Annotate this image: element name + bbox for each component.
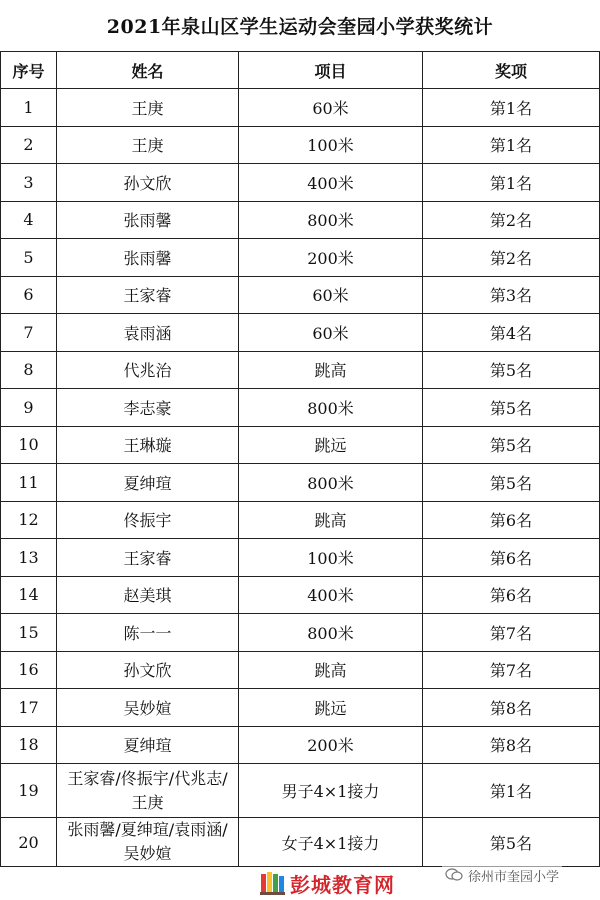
cell-name: 孙文欣 [57,164,239,202]
cell-item: 800米 [239,201,423,239]
table-row [1,464,600,502]
cell-name: 佟振宇 [57,501,239,539]
cell-item: 跳高 [239,351,423,389]
table-row [1,689,600,727]
site-watermark-text: 彭城教育网 [290,872,395,897]
cell-item: 60米 [239,276,423,314]
table-row [1,201,600,239]
cell-name: 李志豪 [57,389,239,427]
cell-no: 9 [1,389,57,427]
cell-name: 夏绅瑄 [57,464,239,502]
book-logo-icon [258,870,286,896]
cell-item: 100米 [239,126,423,164]
cell-prize: 第2名 [423,239,600,277]
table-row [1,818,600,867]
table-row [1,426,600,464]
cell-item: 200米 [239,239,423,277]
table-row [1,539,600,577]
cell-item: 60米 [239,314,423,352]
cell-name: 张雨馨 [57,239,239,277]
cell-no: 16 [1,651,57,689]
cell-prize: 第2名 [423,201,600,239]
cell-no: 12 [1,501,57,539]
table-row [1,389,600,427]
table-row [1,726,600,764]
cell-name: 袁雨涵 [57,314,239,352]
cell-no: 6 [1,276,57,314]
cell-no: 7 [1,314,57,352]
cell-prize: 第5名 [423,818,600,867]
cell-no: 20 [1,818,57,867]
cell-item: 跳高 [239,501,423,539]
cell-name: 王琳璇 [57,426,239,464]
account-watermark-text: 徐州市奎园小学 [468,869,560,885]
cell-no: 2 [1,126,57,164]
cell-item: 跳远 [239,426,423,464]
site-watermark [258,868,395,898]
cell-prize: 第7名 [423,614,600,652]
cell-prize: 第8名 [423,726,600,764]
cell-no: 10 [1,426,57,464]
header-no: 序号 [1,52,57,89]
cell-prize: 第4名 [423,314,600,352]
table-row [1,576,600,614]
cell-name: 王庚 [57,89,239,127]
cell-item: 女子4×1接力 [239,818,423,867]
cell-prize: 第1名 [423,126,600,164]
cell-no: 4 [1,201,57,239]
cell-name: 代兆治 [57,351,239,389]
cell-name: 赵美琪 [57,576,239,614]
cell-prize: 第8名 [423,689,600,727]
cell-item: 400米 [239,164,423,202]
cell-name: 王家睿 [57,276,239,314]
cell-item: 跳远 [239,689,423,727]
cell-no: 18 [1,726,57,764]
cell-no: 5 [1,239,57,277]
table-row [1,614,600,652]
cell-prize: 第6名 [423,576,600,614]
cell-no: 19 [1,764,57,818]
table-body [1,89,600,867]
table-row [1,764,600,818]
cell-prize: 第1名 [423,164,600,202]
cell-no: 8 [1,351,57,389]
cell-prize: 第6名 [423,501,600,539]
cell-item: 跳高 [239,651,423,689]
table-row [1,501,600,539]
cell-no: 15 [1,614,57,652]
account-watermark [442,862,562,888]
cell-name: 王庚 [57,126,239,164]
table-row [1,126,600,164]
cell-name: 吴妙媗 [57,689,239,727]
table-row [1,276,600,314]
cell-no: 17 [1,689,57,727]
cell-item: 60米 [239,89,423,127]
cell-prize: 第5名 [423,389,600,427]
cell-no: 11 [1,464,57,502]
cell-item: 男子4×1接力 [239,764,423,818]
table-row [1,239,600,277]
cell-name: 张雨馨 [57,201,239,239]
header-item: 项目 [239,52,423,89]
cell-prize: 第1名 [423,89,600,127]
cell-no: 3 [1,164,57,202]
awards-table [0,51,600,867]
cell-no: 13 [1,539,57,577]
header-prize: 奖项 [423,52,600,89]
table-row [1,89,600,127]
cell-name: 王家睿/佟振宇/代兆志/王庚 [57,764,239,818]
cell-prize: 第5名 [423,426,600,464]
header-row [1,52,600,89]
cell-name: 王家睿 [57,539,239,577]
cell-prize: 第6名 [423,539,600,577]
cell-prize: 第3名 [423,276,600,314]
cell-item: 100米 [239,539,423,577]
cell-name: 夏绅瑄 [57,726,239,764]
cell-prize: 第1名 [423,764,600,818]
cell-item: 800米 [239,389,423,427]
cell-item: 200米 [239,726,423,764]
cell-prize: 第5名 [423,351,600,389]
cell-prize: 第5名 [423,464,600,502]
table-title: 2021年泉山区学生运动会奎园小学获奖统计 [106,15,494,38]
cell-prize: 第7名 [423,651,600,689]
cell-item: 400米 [239,576,423,614]
cell-no: 1 [1,89,57,127]
wechat-icon [445,868,463,882]
header-name: 姓名 [57,52,239,89]
cell-name: 陈一一 [57,614,239,652]
table-row [1,351,600,389]
cell-no: 14 [1,576,57,614]
cell-name: 孙文欣 [57,651,239,689]
table-row [1,314,600,352]
cell-name: 张雨馨/夏绅瑄/袁雨涵/吴妙媗 [57,818,239,867]
cell-item: 800米 [239,464,423,502]
cell-item: 800米 [239,614,423,652]
table-row [1,164,600,202]
table-row [1,651,600,689]
